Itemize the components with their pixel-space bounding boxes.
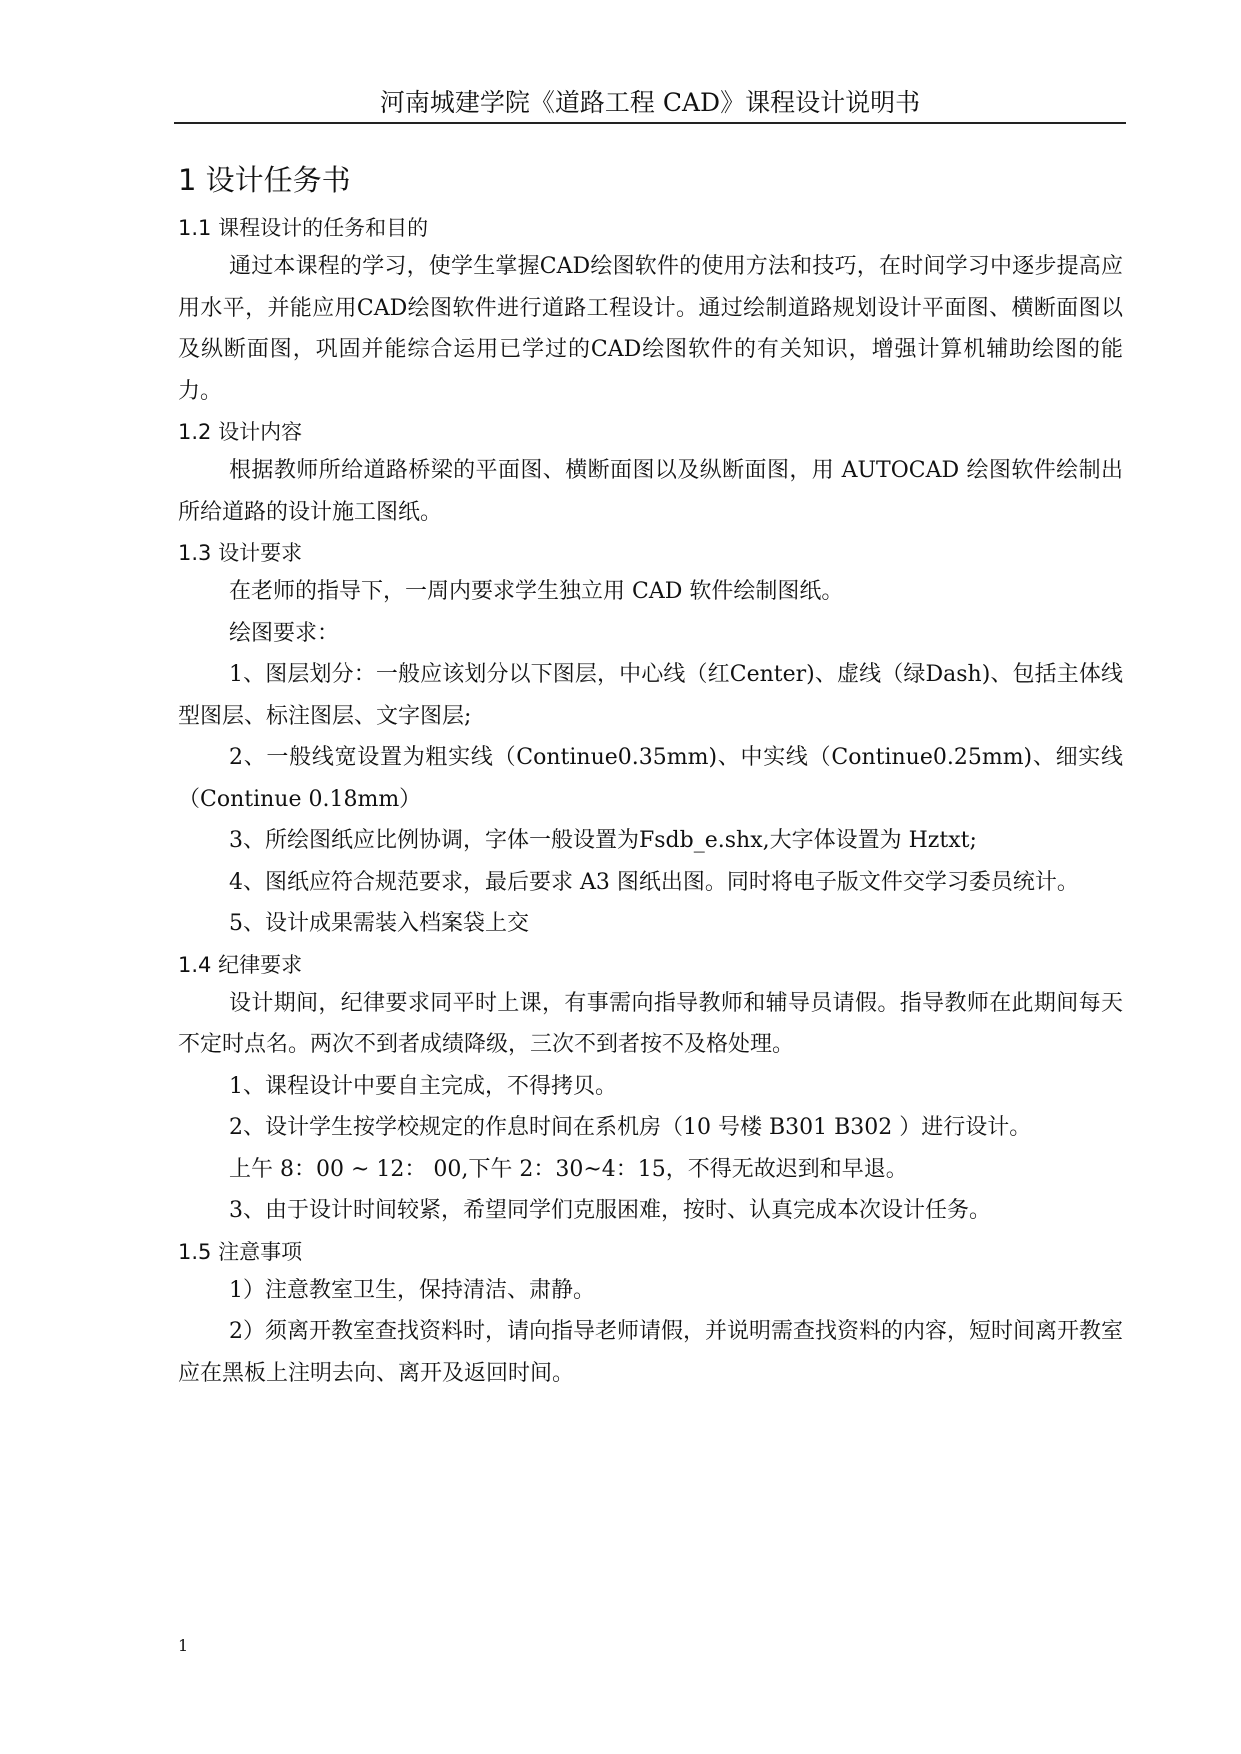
subsection-heading-1-4: 1.4 纪律要求 xyxy=(178,952,303,977)
list-item: 3、由于设计时间较紧，希望同学们克服困难，按时、认真完成本次设计任务。 xyxy=(229,1198,991,1223)
document-body xyxy=(178,160,1123,1394)
paragraph: 绘图要求： xyxy=(229,620,340,646)
subsection-heading-1-5: 1.5 注意事项 xyxy=(178,1239,303,1264)
page-header-title: 河南城建学院《道路工程 CAD》课程设计说明书 xyxy=(379,88,921,117)
subsection-heading-1-2: 1.2 设计内容 xyxy=(178,420,303,444)
list-item: 1）注意教室卫生，保持清洁、肃静。 xyxy=(229,1277,595,1303)
subsection-heading-1-1: 1.1 课程设计的任务和目的 xyxy=(178,216,429,240)
list-item: 2）须离开教室查找资料时，请向指导老师请假，并说明需查找资料的内容，短时间离开教室应在黑板上注明去向、离开及返回时间。 xyxy=(178,1319,1124,1386)
paragraph: 根据教师所给道路桥梁的平面图、横断面图以及纵断面图，用 AUTOCAD 绘图软件绘制出所给道路的设计施工图纸。 xyxy=(178,458,1123,525)
page-number: 1 xyxy=(178,1636,189,1655)
header-divider xyxy=(174,122,1126,124)
section-title: 1 设计任务书 xyxy=(178,163,351,197)
schedule-line: 上午 8：00 ~ 12： 00,下午 2：30~4：15，不得无故迟到和早退。 xyxy=(229,1156,908,1182)
list-item: 5、设计成果需装入档案袋上交 xyxy=(229,911,529,936)
paragraph: 在老师的指导下，一周内要求学生独立用 CAD 软件绘制图纸。 xyxy=(229,579,844,604)
subsection-heading-1-3: 1.3 设计要求 xyxy=(178,541,303,565)
list-item: 1、课程设计中要自主完成，不得拷贝。 xyxy=(229,1073,617,1099)
list-item: 1、图层划分：一般应该划分以下图层，中心线（红Center)、虚线（绿Dash)、包括主体线型图层、标注图层、文字图层; xyxy=(178,662,1123,729)
paragraph: 设计期间，纪律要求同平时上课，有事需向指导教师和辅导员请假。指导教师在此期间每天不定时点名。两次不到者成绩降级，三次不到者按不及格处理。 xyxy=(178,990,1123,1057)
list-item: 2、设计学生按学校规定的作息时间在系机房（10 号楼 B301 B302 ）进行设计。 xyxy=(229,1115,1032,1140)
list-item: 2、一般线宽设置为粗实线（Continue0.35mm)、中实线（Continue0.25mm)、细实线（Continue 0.18mm） xyxy=(178,745,1123,812)
paragraph: 通过本课程的学习，使学生掌握CAD绘图软件的使用方法和技巧，在时间学习中逐步提高应用水平，并能应用CAD绘图软件进行道路工程设计。通过绘制道路规划设计平面图、横断面图以及纵断面图，巩固并能综合运用已学过的CAD绘图软件的有关知识，增强计算机辅助绘图的能力。 xyxy=(178,254,1123,404)
list-item: 4、图纸应符合规范要求，最后要求 A3 图纸出图。同时将电子版文件交学习委员统计。 xyxy=(229,869,1079,895)
list-item: 3、所绘图纸应比例协调，字体一般设置为Fsdb_e.shx,大字体设置为 Hztxt; xyxy=(229,828,977,853)
